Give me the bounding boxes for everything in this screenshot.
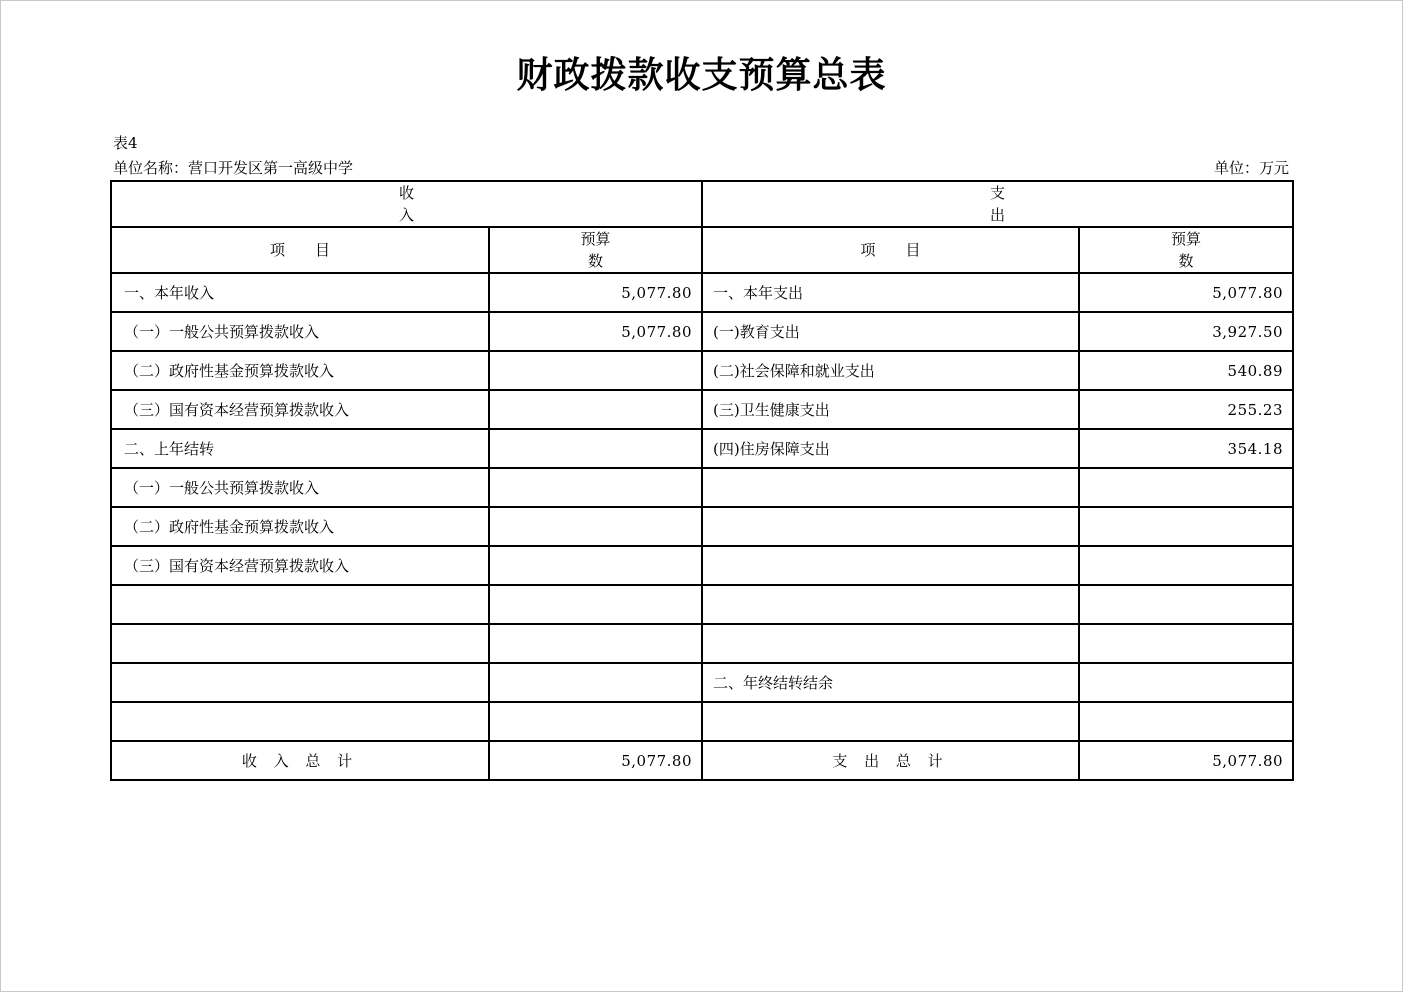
expense-amount-cell [1079,468,1293,507]
expense-budget-header [1079,227,1293,273]
totals-row [111,741,1293,780]
expense-amount-cell: 354.18 [1079,429,1293,468]
income-amount-cell: 5,077.80 [489,273,702,312]
column-header-row [111,227,1293,273]
expense-amount-cell [1079,585,1293,624]
income-budget-header [489,227,702,273]
expense-amount-cell [1079,546,1293,585]
income-item-cell [111,663,489,702]
page-title: 财政拨款收支预算总表 [516,55,887,96]
expense-item-cell [702,468,1079,507]
expense-budget-header-label: 预算 数 [1171,230,1202,270]
expense-total-amount: 5,077.80 [1079,741,1293,780]
income-item-cell: 一、本年收入 [111,273,489,312]
expense-item-cell [702,702,1079,741]
table-row [111,585,1293,624]
income-amount-cell [489,702,702,741]
income-item-cell [111,624,489,663]
expense-amount-cell [1079,507,1293,546]
income-amount-cell [489,507,702,546]
expense-item-cell [702,546,1079,585]
expense-item-cell: (四)住房保障支出 [702,429,1079,468]
income-item-cell: （二）政府性基金预算拨款收入 [111,351,489,390]
expense-header: 支 出 [990,184,1006,224]
income-amount-cell [489,585,702,624]
income-item-cell: （二）政府性基金预算拨款收入 [111,507,489,546]
income-item-header-label: 项 目 [269,241,330,259]
expense-item-cell [702,507,1079,546]
table-row [111,312,1293,351]
expense-item-cell: (三)卫生健康支出 [702,390,1079,429]
income-total-amount: 5,077.80 [489,741,702,780]
expense-amount-cell [1079,624,1293,663]
income-amount-cell [489,468,702,507]
income-item-cell: 二、上年结转 [111,429,489,468]
section-header-row [111,181,1293,227]
table-row [111,546,1293,585]
unit-name: 单位名称：营口开发区第一高级中学 [113,159,354,177]
income-amount-cell [489,624,702,663]
expense-amount-cell: 255.23 [1079,390,1293,429]
income-amount-cell [489,663,702,702]
expense-amount-cell [1079,702,1293,741]
income-item-cell: （一）一般公共预算拨款收入 [111,312,489,351]
income-header: 收 入 [399,184,415,224]
expense-amount-cell: 540.89 [1079,351,1293,390]
expense-item-header [702,227,1079,273]
expense-amount-cell: 5,077.80 [1079,273,1293,312]
table-row [111,429,1293,468]
income-amount-cell [489,546,702,585]
income-item-cell: （三）国有资本经营预算拨款收入 [111,390,489,429]
expense-amount-cell [1079,663,1293,702]
income-amount-cell: 5,077.80 [489,312,702,351]
table-row [111,273,1293,312]
table-row [111,468,1293,507]
budget-table [110,180,1294,781]
income-total-label: 收 入 总 计 [111,741,489,780]
table-number: 表4 [113,134,138,152]
table-row [111,351,1293,390]
expense-item-cell: (二)社会保障和就业支出 [702,351,1079,390]
income-amount-cell [489,429,702,468]
expense-item-header-label: 项 目 [860,241,921,259]
income-budget-header-label: 预算 数 [580,230,611,270]
currency-unit: 单位：万元 [1213,159,1289,177]
income-item-cell [111,702,489,741]
income-item-cell [111,585,489,624]
expense-item-cell: 一、本年支出 [702,273,1079,312]
table-row [111,702,1293,741]
table-row [111,507,1293,546]
table-row [111,390,1293,429]
expense-item-cell [702,585,1079,624]
table-row [111,624,1293,663]
table-row [111,663,1293,702]
expense-item-cell: 二、年终结转结余 [702,663,1079,702]
income-header-cell [111,181,702,227]
income-item-cell: （三）国有资本经营预算拨款收入 [111,546,489,585]
expense-item-cell [702,624,1079,663]
expense-header-cell [702,181,1293,227]
income-item-header [111,227,489,273]
income-item-cell: （一）一般公共预算拨款收入 [111,468,489,507]
income-amount-cell [489,390,702,429]
expense-total-label: 支 出 总 计 [702,741,1079,780]
expense-item-cell: (一)教育支出 [702,312,1079,351]
expense-amount-cell: 3,927.50 [1079,312,1293,351]
income-amount-cell [489,351,702,390]
